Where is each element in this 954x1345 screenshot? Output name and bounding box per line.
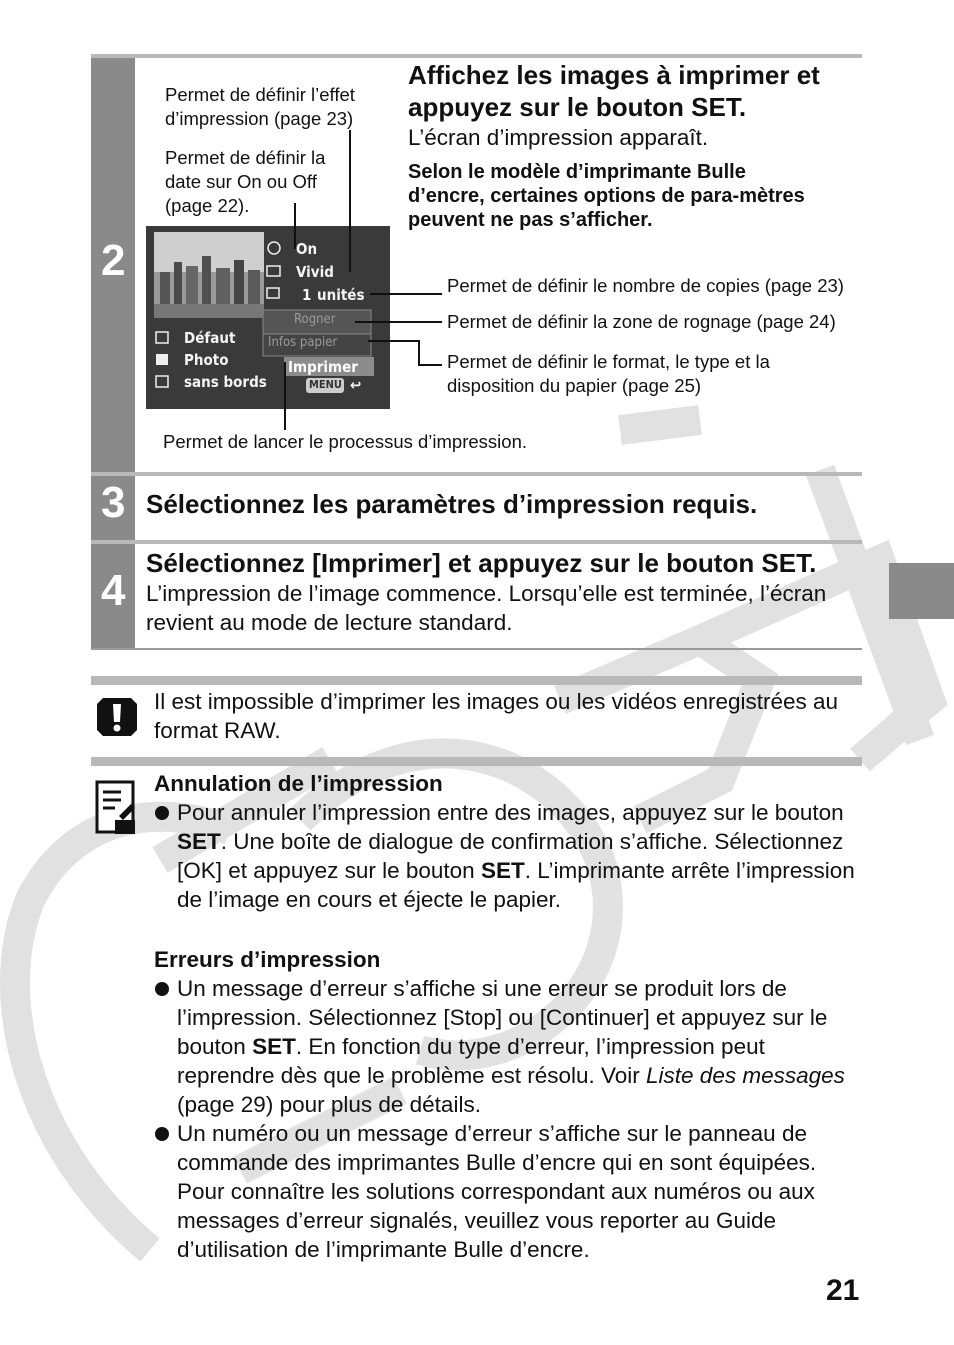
cancel-b1-pre: Pour annuler l’impression entre des images, appuyez sur le bouton	[177, 800, 844, 825]
step-2-printer-note: Selon le modèle d’imprimante Bulle d’encre, certaines options de para-mètres peuvent ne pas s’afficher.	[408, 161, 805, 231]
cancel-b1-mid: . Une boîte de dialogue de confirmation s’affiche. Sélectionnez [OK] et appuyez sur le bouton	[177, 829, 844, 883]
bullet-dot	[155, 1127, 169, 1141]
lcd-layout: sans bords	[184, 373, 267, 391]
errors-bullet-2	[154, 1119, 864, 1264]
lcd-paper-info-button[interactable]: Infos papier	[268, 335, 338, 350]
step-4-text: L’impression de l’image commence. Lorsqu’elle est terminée, l’écran revient au mode de lecture standard.	[146, 581, 827, 635]
err-b1-set: SET	[252, 1034, 296, 1059]
caution-text: Il est impossible d’imprimer les images ou les vidéos enregistrées au format RAW.	[154, 689, 839, 743]
leader-paper-h1	[368, 340, 418, 342]
lcd-print-button[interactable]: Imprimer	[288, 358, 358, 376]
print-screen-lcd	[146, 226, 390, 409]
leader-copies	[370, 293, 442, 295]
step-4-rule	[91, 540, 862, 544]
leader-print	[284, 362, 286, 430]
leader-paper-h2	[418, 364, 442, 366]
caution-top-rule	[91, 676, 862, 685]
err-b1-pre: Un message d’erreur s’affiche si une erreur se produit lors de l’impression. Sélectionnez [Stop] ou [Continuer] et appuyez sur le bouton	[177, 976, 828, 1059]
err-b1-italic: Liste des messages	[646, 1063, 845, 1088]
bullet-dot	[155, 806, 169, 820]
step-4-heading: Sélectionnez [Imprimer] et appuyez sur le bouton SET.	[146, 548, 817, 578]
step-3-number: 3	[101, 478, 126, 527]
lcd-menu-label[interactable]: MENU	[309, 378, 342, 391]
lcd-paper-type: Photo	[184, 351, 229, 369]
lcd-back-icon: ↩	[350, 376, 362, 394]
step-4-number: 4	[101, 566, 126, 615]
callout-crop: Permet de définir la zone de rognage (page 24)	[447, 311, 836, 332]
callout-paper: Permet de définir le format, le type et la disposition du papier (page 25)	[447, 351, 770, 396]
err-b1-post: (page 29) pour plus de détails.	[177, 1092, 481, 1117]
step-2-number: 2	[101, 236, 126, 285]
errors-title: Erreurs d’impression	[154, 947, 381, 972]
lcd-crop-button[interactable]: Rogner	[294, 312, 336, 327]
callout-date: Permet de définir la date sur On ou Off (page 22).	[165, 147, 326, 216]
bullet-dot	[155, 982, 169, 996]
cancel-b1-post: . L’imprimante arrête l’impression de l’image en cours et éjecte le papier.	[177, 858, 855, 912]
section-side-tab	[889, 563, 954, 619]
callout-effect: Permet de définir l’effet d’impression (page 23)	[165, 84, 355, 129]
leader-crop	[355, 321, 442, 323]
top-rule	[91, 54, 862, 58]
step-3-rule	[91, 472, 862, 476]
leader-date	[294, 203, 296, 249]
step-3-heading: Sélectionnez les paramètres d’impression requis.	[146, 489, 758, 519]
cancel-b1-set2: SET	[480, 858, 525, 883]
cancel-bullet-1	[154, 798, 864, 914]
errors-bullet-1	[154, 974, 864, 1119]
leader-paper-v	[418, 340, 420, 365]
lcd-effect-value[interactable]: Vivid	[296, 263, 334, 281]
callout-print: Permet de lancer le processus d’impression.	[163, 431, 527, 452]
callout-copies: Permet de définir le nombre de copies (page 23)	[447, 275, 844, 296]
err-b2: Un numéro ou un message d’erreur s’affiche sur le panneau de commande des imprimantes Bulle d’encre qui en sont équipées. Pour connaître les solutions correspondant aux numéros ou aux messages d’erreur signalés, veuillez vous reporter au Guide d’utilisation de l’imprimante Bulle d’encre.	[177, 1121, 817, 1262]
lcd-copies-value[interactable]: 1	[302, 286, 312, 304]
caution-icon	[95, 694, 139, 740]
step-2-subtext: L’écran d’impression apparaît.	[408, 125, 709, 150]
step-2-heading: Affichez les images à imprimer et appuyez sur le bouton SET.	[408, 60, 820, 122]
page-number: 21	[826, 1274, 860, 1307]
cancel-title: Annulation de l’impression	[154, 771, 443, 796]
lcd-copies-unit: unités	[317, 286, 365, 304]
memo-icon	[95, 780, 139, 836]
cancel-b1-set1: SET	[177, 829, 221, 854]
err-b1-mid: . En fonction du type d’erreur, l’impression peut reprendre dès que le problème est résolu. Voir	[177, 1034, 765, 1088]
caution-bottom-rule	[91, 757, 862, 766]
lcd-paper-size: Défaut	[184, 329, 236, 347]
leader-effect	[349, 130, 351, 272]
lcd-date-value[interactable]: On	[296, 240, 318, 258]
step-4-bottom-rule	[91, 648, 862, 650]
